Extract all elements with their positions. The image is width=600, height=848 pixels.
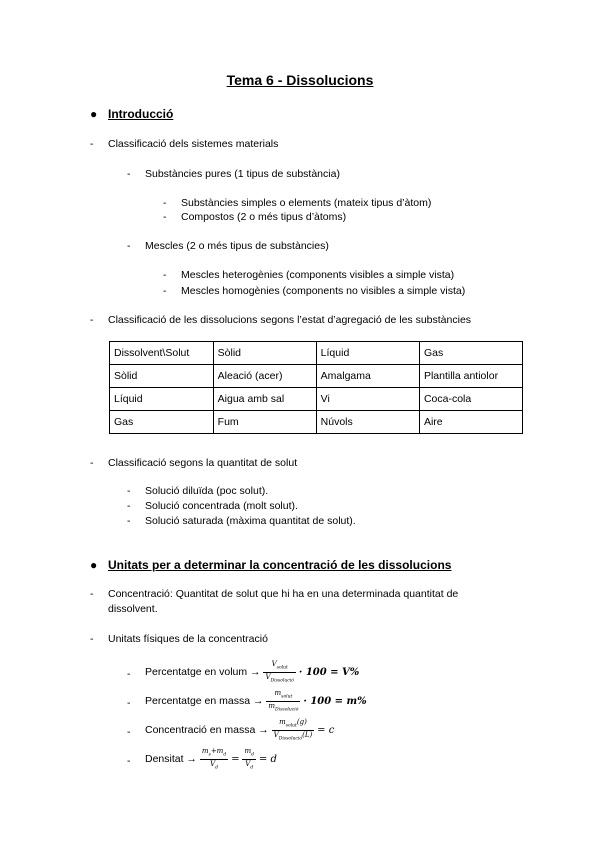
- table-cell: Sòlid: [213, 342, 316, 365]
- fraction: [200, 748, 228, 771]
- table-cell: Gas: [110, 411, 214, 434]
- formula-result: · 100 = V%: [298, 666, 360, 678]
- subscript: Dissolució: [270, 677, 294, 683]
- table-cell: Gas: [419, 342, 522, 365]
- equals: =: [231, 753, 240, 765]
- subscript: d: [250, 764, 254, 770]
- dissolucions-table: [109, 341, 523, 434]
- list-item: Classificació de les dissolucions segons l’estat d’agregació de les substàncies: [108, 314, 472, 326]
- table-row: [110, 411, 523, 434]
- list-item: Solució concentrada (molt solut).: [145, 500, 298, 512]
- formula-density: [145, 748, 277, 770]
- section-bullet: ●: [90, 558, 98, 572]
- formula-label: Percentatge en massa →: [145, 695, 264, 707]
- formula-label: Percentatge en volum →: [145, 666, 261, 678]
- unit: (g): [296, 717, 307, 726]
- dash: -: [127, 240, 131, 252]
- denominator: m: [268, 701, 276, 710]
- formula-mass-percent: [145, 690, 367, 712]
- list-item: Mescles (2 o més tipus de substàncies): [145, 240, 329, 252]
- table-cell: Líquid: [110, 388, 214, 411]
- list-item: Compostos (2 o més tipus d’àtoms): [181, 211, 347, 223]
- section-bullet: ●: [90, 107, 98, 121]
- fraction: [263, 661, 295, 684]
- numerator: m: [201, 746, 209, 755]
- formula-volume-percent: [145, 661, 359, 683]
- table-cell: Aire: [419, 411, 522, 434]
- fraction: [266, 690, 300, 713]
- list-item: Classificació segons la quantitat de solut: [108, 457, 298, 469]
- subscript: d: [223, 752, 227, 757]
- list-item: Classificació dels sistemes materials: [108, 138, 279, 150]
- table-cell: Aleació (acer): [213, 365, 316, 388]
- table-cell: Sòlid: [110, 365, 214, 388]
- formula-result: = d: [258, 753, 277, 765]
- dash: -: [127, 515, 131, 527]
- list-item: Unitats físiques de la concentració: [108, 633, 268, 645]
- subscript: solut: [285, 723, 297, 728]
- subscript: d: [215, 764, 219, 770]
- numerator: m: [244, 746, 252, 755]
- dash: -: [127, 485, 131, 497]
- dash: -: [127, 168, 131, 180]
- table-cell: Líquid: [316, 342, 419, 365]
- subscript: s: [208, 752, 211, 757]
- subscript: Dissolució: [275, 706, 299, 712]
- dash: -: [127, 697, 131, 709]
- numerator: m: [279, 717, 286, 726]
- table-row: [110, 388, 523, 411]
- list-item: Substàncies pures (1 tipus de substància): [145, 168, 340, 180]
- section-heading-unitats: Unitats per a determinar la concentració de les dissolucions: [108, 558, 452, 572]
- denominator: V: [210, 759, 216, 768]
- list-item: Solució saturada (màxima quantitat de solut).: [145, 515, 356, 527]
- formula-result: = c: [317, 724, 335, 736]
- dash: -: [90, 588, 94, 600]
- definition-line-2: dissolvent.: [108, 603, 158, 615]
- dash: -: [127, 755, 131, 767]
- numerator-plus: +m: [210, 746, 224, 755]
- list-item: Substàncies simples o elements (mateix tipus d’àtom): [181, 197, 432, 209]
- definition-line-1: Concentració: Quantitat de solut que hi ha en una determinada quantitat de: [108, 588, 459, 600]
- section-heading-introduccio: Introducció: [108, 107, 174, 121]
- table-cell: Amalgama: [316, 365, 419, 388]
- numerator: m: [274, 688, 282, 697]
- dash: -: [90, 138, 94, 150]
- table-cell: Núvols: [316, 411, 419, 434]
- fraction: [242, 748, 256, 771]
- table-cell: Coca-cola: [419, 388, 522, 411]
- dash: -: [127, 500, 131, 512]
- formula-result: · 100 = m%: [303, 695, 367, 707]
- dash: -: [90, 457, 94, 469]
- formula-mass-concentration: [145, 719, 334, 741]
- list-item: Mescles heterogènies (components visibles a simple vista): [181, 269, 455, 281]
- numerator: V: [271, 659, 277, 668]
- table-cell: Dissolvent\Solut: [110, 342, 214, 365]
- table-cell: Aigua amb sal: [213, 388, 316, 411]
- subscript: solut: [276, 665, 288, 670]
- dash: -: [127, 668, 131, 680]
- formula-label: Concentració en massa →: [145, 724, 269, 736]
- denominator: V: [245, 759, 251, 768]
- dash: -: [163, 197, 167, 209]
- table-row: [110, 365, 523, 388]
- table-cell: Vi: [316, 388, 419, 411]
- dash: -: [163, 269, 167, 281]
- table-cell: Fum: [213, 411, 316, 434]
- denominator: V: [273, 730, 279, 739]
- subscript: Dissolució: [278, 735, 303, 741]
- unit: (L): [302, 730, 313, 739]
- page-title: Tema 6 - Dissolucions: [226, 72, 374, 88]
- dash: -: [163, 285, 167, 297]
- formula-label: Densitat →: [145, 753, 197, 765]
- table-cell: Plantilla antiolor: [419, 365, 522, 388]
- subscript: solut: [281, 694, 293, 699]
- list-item: Solució diluïda (poc solut).: [145, 485, 269, 497]
- fraction: [272, 719, 315, 742]
- list-item: Mescles homogènies (components no visibles a simple vista): [181, 285, 466, 297]
- dash: -: [90, 314, 94, 326]
- dash: -: [90, 633, 94, 645]
- denominator: V: [265, 672, 271, 681]
- table-row: [110, 342, 523, 365]
- dash: -: [127, 726, 131, 738]
- subscript: d: [251, 752, 254, 757]
- dash: -: [163, 211, 167, 223]
